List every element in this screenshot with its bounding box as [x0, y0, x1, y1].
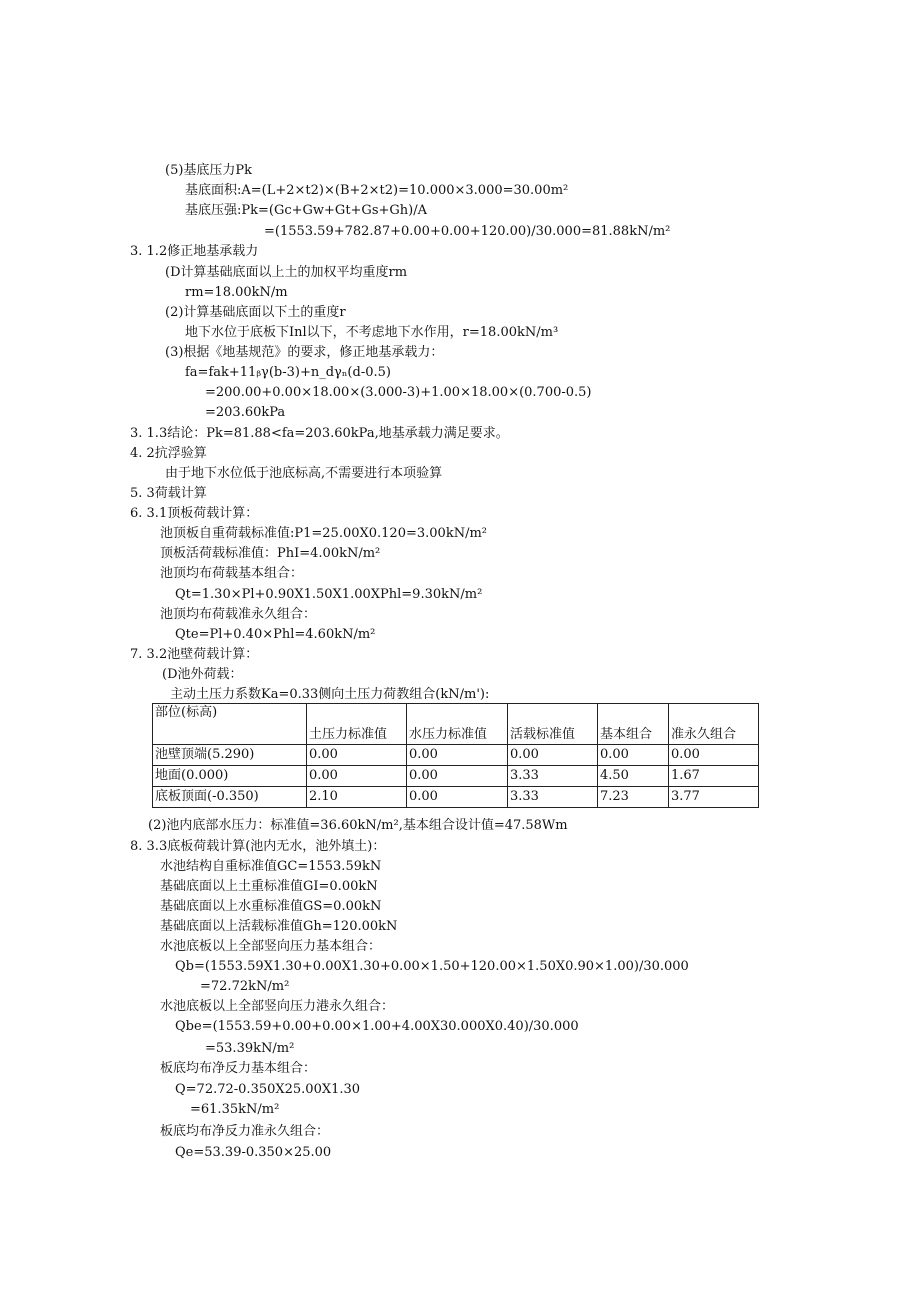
table-cell: 0.00: [307, 745, 407, 766]
table-cell: 0.00: [407, 766, 508, 787]
groundwater-note: 地下水位于底板下Inl以下，不考虑地下水作用，r=18.00kN/m³: [185, 325, 559, 340]
table-cell: 3.33: [508, 766, 598, 787]
table-cell: 4.50: [598, 766, 669, 787]
table-cell: 1.67: [669, 766, 759, 787]
q-formula: Q=72.72-0.350X25.00X1.30: [175, 1082, 361, 1097]
table-header-cell: 土压力标准值: [307, 704, 407, 745]
roof-basic-combo-label: 池顶均布荷载基本组合：: [160, 566, 304, 581]
step-corrected-capacity: (3)根据《地基规范》的要求，修正地基承载力：: [165, 345, 444, 360]
table-cell: 0.00: [669, 745, 759, 766]
roof-quasi-combo-formula: Qte=Pl+0.40×Phl=4.60kN/m²: [175, 627, 376, 642]
anti-float-note: 由于地下水位低于池底标高,不需要进行本项验算: [165, 466, 443, 481]
qe-formula: Qe=53.39-0.350×25.00: [175, 1145, 332, 1160]
qb-result: =72.72kN/m²: [200, 979, 290, 994]
base-pressure-result: =(1553.59+782.87+0.00+0.00+120.00)/30.000=81.88kN/m²: [264, 224, 671, 239]
roof-basic-combo-formula: Qt=1.30×Pl+0.90X1.50X1.00XPhl=9.30kN/m²: [175, 587, 483, 602]
step-soil-unit-weight: (2)计算基础底面以下土的重度r: [165, 305, 346, 320]
water-weight-above-base: 基础底面以上水重标准值GS=0.00kN: [160, 899, 382, 914]
outside-load-label: (D池外荷载：: [162, 667, 243, 682]
section-6-heading: 6. 3.1顶板荷载计算：: [130, 506, 259, 521]
section-5-heading: 5. 3荷载计算: [130, 486, 207, 501]
table-header-cell: 部位(标高): [153, 704, 307, 745]
table-cell: 池壁顶端(5.290): [153, 745, 307, 766]
base-area-formula: 基底面积:A=(L+2×t2)×(B+2×t2)=10.000×3.000=30.00m²: [185, 183, 569, 198]
table-row: [153, 766, 759, 787]
fa-result: =203.60kPa: [205, 405, 286, 420]
table-cell: 7.23: [598, 787, 669, 808]
roof-self-weight: 池顶板自重荷载标准值:P1=25.00X0.120=3.00kN/m²: [160, 526, 487, 541]
table-row: [153, 745, 759, 766]
heading-base-pressure: (5)基底压力Pk: [165, 163, 253, 178]
qb-formula: Qb=(1553.59X1.30+0.00X1.30+0.00×1.50+120.00×1.50X0.90×1.00)/30.000: [175, 959, 689, 974]
table-header-row: [153, 704, 759, 745]
table-cell: 0.00: [407, 745, 508, 766]
table-cell: 0.00: [407, 787, 508, 808]
rm-value: rm=18.00kN/m: [185, 285, 288, 300]
table-header-cell: 基本组合: [598, 704, 669, 745]
structure-self-weight: 水池结构自重标准值GC=1553.59kN: [160, 859, 382, 874]
table-cell: 地面(0.000): [153, 766, 307, 787]
section-4-heading: 4. 2抗浮验算: [130, 446, 207, 461]
roof-live-load: 顶板活荷载标准值：PhI=4.00kN/m²: [160, 546, 381, 561]
table-cell: 3.33: [508, 787, 598, 808]
wall-load-table: [152, 703, 759, 808]
vertical-quasi-combo-label: 水池底板以上全部竖向压力港永久组合：: [160, 999, 395, 1014]
lateral-earth-pressure-label: 主动土压力系数Ka=0.33侧向土压力荷教组合(kN/m'):: [170, 687, 490, 702]
vertical-basic-combo-label: 水池底板以上全部竖向压力基本组合：: [160, 939, 382, 954]
fa-substitution: =200.00+0.00×18.00×(3.000-3)+1.00×18.00×(0.700-0.5): [205, 385, 592, 400]
roof-quasi-combo-label: 池顶均布荷载准永久组合：: [160, 607, 317, 622]
table-row: [153, 787, 759, 808]
net-reaction-quasi-label: 板底均布净反力准永久组合：: [160, 1124, 330, 1139]
net-reaction-basic-label: 板底均布净反力基本组合：: [160, 1061, 317, 1076]
table-cell: 0.00: [307, 766, 407, 787]
table-cell: 底板顶面(-0.350): [153, 787, 307, 808]
section-3-1-2-heading: 3. 1.2修正地基承载力: [130, 244, 259, 259]
section-3-1-3-conclusion: 3. 1.3结论：Pk=81.88<fa=203.60kPa,地基承载力满足要求。: [130, 426, 509, 441]
table-cell: 3.77: [669, 787, 759, 808]
live-load-above-base: 基础底面以上活载标准值Gh=120.00kN: [160, 919, 398, 934]
base-pressure-formula: 基底压强:Pk=(Gc+Gw+Gt+Gs+Gh)/A: [185, 203, 427, 218]
table-header-cell: 准永久组合: [669, 704, 759, 745]
table-cell: 0.00: [598, 745, 669, 766]
fa-formula: fa=fak+11ᵦγ(b-3)+n_dγₙ(d-0.5): [185, 365, 391, 380]
q-result: =61.35kN/m²: [190, 1102, 280, 1117]
qbe-result: =53.39kN/m²: [205, 1041, 295, 1056]
table-header-cell: 活载标准值: [508, 704, 598, 745]
section-7-heading: 7. 3.2池壁荷载计算：: [130, 647, 259, 662]
qbe-formula: Qbe=(1553.59+0.00+0.00×1.00+4.00X30.000X0.40)/30.000: [175, 1019, 579, 1034]
table-cell: 2.10: [307, 787, 407, 808]
inner-water-pressure: (2)池内底部水压力：标准值=36.60kN/m²,基本组合设计值=47.58Wm: [148, 818, 568, 833]
table-header-cell: 水压力标准值: [407, 704, 508, 745]
step-weighted-unit-weight: (D计算基础底面以上土的加权平均重度rm: [165, 265, 408, 280]
table-cell: 0.00: [508, 745, 598, 766]
soil-weight-above-base: 基础底面以上土重标准值GI=0.00kN: [160, 879, 378, 894]
section-8-heading: 8. 3.3底板荷载计算(池内无水，池外填土)：: [130, 839, 386, 854]
